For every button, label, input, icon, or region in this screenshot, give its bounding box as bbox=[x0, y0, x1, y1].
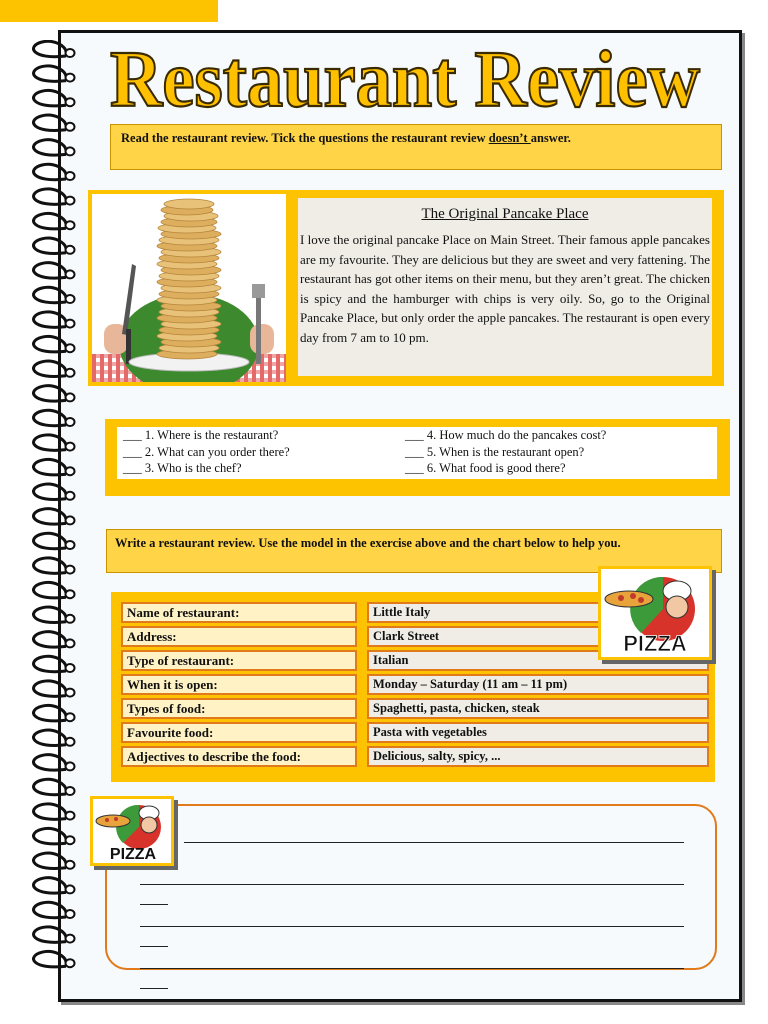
writing-line bbox=[140, 884, 684, 885]
chart-value: Pasta with vegetables bbox=[367, 722, 709, 743]
pancake bbox=[164, 199, 214, 209]
page-title bbox=[105, 30, 705, 120]
spiral-hole bbox=[66, 910, 75, 918]
spiral-coil bbox=[34, 189, 66, 204]
chart-value: Clark Street bbox=[367, 626, 709, 647]
spiral-coil bbox=[34, 582, 66, 597]
spiral-coil bbox=[34, 656, 66, 671]
pizza-logo-text: PIZZA bbox=[623, 631, 687, 656]
spiral-hole bbox=[66, 664, 75, 672]
spiral-hole bbox=[66, 615, 75, 623]
review-text-box bbox=[298, 198, 712, 376]
question-item: ___ 1. Where is the restaurant? bbox=[123, 428, 279, 442]
spiral-hole bbox=[66, 98, 75, 106]
chart-value: Little Italy bbox=[367, 602, 709, 623]
spiral-coil bbox=[34, 730, 66, 745]
spiral-hole bbox=[66, 221, 75, 229]
spiral-hole bbox=[66, 566, 75, 574]
spiral-hole bbox=[66, 369, 75, 377]
review-body: I love the original pancake Place on Main Street. Their famous apple pancakes are my favourite. They are delicious but they are sweet and very fattening. The restaurant has got other items on their menu, but they aren’t great. The chicken is spicy and the hamburger with chips is very oily. So, go to the Original Pancake Place, but only order the apple pancakes. The restaurant is open every day from 7 am to 10 pm. bbox=[300, 232, 710, 345]
pizza-logo-text-small: PIZZA bbox=[109, 846, 157, 863]
spiral-hole bbox=[66, 787, 75, 795]
spiral-coil bbox=[34, 951, 66, 966]
review-panel bbox=[88, 190, 724, 386]
spiral-coil bbox=[34, 853, 66, 868]
question-item: ___ 5. When is the restaurant open? bbox=[405, 444, 585, 459]
questions-column-right bbox=[405, 427, 695, 477]
spiral-coil bbox=[34, 164, 66, 179]
instruction-read bbox=[110, 124, 722, 170]
chart-value: Monday – Saturday (11 am – 11 pm) bbox=[367, 674, 709, 695]
chart-label: Favourite food: bbox=[121, 722, 357, 743]
spiral-coil bbox=[34, 115, 66, 130]
spiral-hole bbox=[66, 467, 75, 475]
chart-label: Type of restaurant: bbox=[121, 650, 357, 671]
spiral-coil bbox=[34, 312, 66, 327]
spiral-coil bbox=[34, 828, 66, 843]
spiral-coil bbox=[34, 681, 66, 696]
chart-row bbox=[121, 746, 709, 767]
chart-value: Spaghetti, pasta, chicken, steak bbox=[367, 698, 709, 719]
spiral-coil bbox=[34, 287, 66, 302]
chart-row bbox=[121, 722, 709, 743]
spiral-hole bbox=[66, 885, 75, 893]
spiral-coil bbox=[34, 66, 66, 81]
spiral-hole bbox=[66, 639, 75, 647]
spiral-hole bbox=[66, 172, 75, 180]
spiral-hole bbox=[66, 320, 75, 328]
chart-label: Adjectives to describe the food: bbox=[121, 746, 357, 767]
pizza-chef-logo-small bbox=[90, 796, 174, 866]
instruction-write: Write a restaurant review. Use the model in the exercise above and the chart below to help you. bbox=[106, 529, 722, 573]
spiral-coil bbox=[34, 878, 66, 893]
spiral-coil bbox=[34, 755, 66, 770]
spiral-hole bbox=[66, 123, 75, 131]
spiral-coil bbox=[34, 533, 66, 548]
spiral-coil bbox=[34, 509, 66, 524]
spiral-coil bbox=[34, 632, 66, 647]
spiral-hole bbox=[66, 246, 75, 254]
spiral-hole bbox=[66, 49, 75, 57]
spiral-hole bbox=[66, 935, 75, 943]
spiral-hole bbox=[66, 492, 75, 500]
writing-line bbox=[140, 926, 684, 927]
spiral-hole bbox=[66, 959, 75, 967]
spiral-coil bbox=[34, 213, 66, 228]
question-item: ___ 3. Who is the chef? bbox=[123, 461, 242, 475]
spiral-hole bbox=[66, 197, 75, 205]
questions-column-left bbox=[123, 427, 413, 477]
spiral-hole bbox=[66, 689, 75, 697]
spiral-hole bbox=[66, 836, 75, 844]
chart-row bbox=[121, 674, 709, 695]
page-title-text: Restaurant Review bbox=[110, 36, 701, 120]
question-item: ___ 6. What food is good there? bbox=[405, 461, 566, 475]
spiral-hole bbox=[66, 147, 75, 155]
questions-panel bbox=[105, 419, 730, 496]
chart-row bbox=[121, 698, 709, 719]
spiral-coil bbox=[34, 705, 66, 720]
spiral-hole bbox=[66, 74, 75, 82]
writing-line-stub bbox=[140, 988, 168, 989]
spiral-coil bbox=[34, 140, 66, 155]
spiral-coil bbox=[34, 90, 66, 105]
spiral-coil bbox=[34, 410, 66, 425]
spiral-coil bbox=[34, 779, 66, 794]
chart-label: Address: bbox=[121, 626, 357, 647]
spiral-coil bbox=[34, 361, 66, 376]
spiral-coil bbox=[34, 459, 66, 474]
instruction-read-tail: answer. bbox=[530, 131, 571, 145]
spiral-coil bbox=[34, 558, 66, 573]
question-item: ___ 2. What can you order there? bbox=[123, 444, 290, 459]
spiral-hole bbox=[66, 344, 75, 352]
spiral-coil bbox=[34, 927, 66, 942]
spiral-hole bbox=[66, 590, 75, 598]
instruction-read-text: Read the restaurant review. Tick the questions the restaurant review bbox=[121, 131, 489, 145]
spiral-hole bbox=[66, 418, 75, 426]
spiral-hole bbox=[66, 812, 75, 820]
spiral-coil bbox=[34, 336, 66, 351]
writing-area[interactable] bbox=[105, 804, 717, 970]
chart-label: Types of food: bbox=[121, 698, 357, 719]
chart-value: Delicious, salty, spicy, ... bbox=[367, 746, 709, 767]
top-accent-bar bbox=[0, 0, 218, 22]
spiral-coil bbox=[34, 238, 66, 253]
spiral-binding bbox=[22, 40, 82, 1000]
pancake-stack-image bbox=[92, 194, 286, 382]
spiral-hole bbox=[66, 713, 75, 721]
chart-label: When it is open: bbox=[121, 674, 357, 695]
spiral-hole bbox=[66, 393, 75, 401]
spiral-coil bbox=[34, 435, 66, 450]
question-item: ___ 4. How much do the pancakes cost? bbox=[405, 428, 607, 442]
spiral-hole bbox=[66, 861, 75, 869]
instruction-read-emphasis: doesn’t bbox=[488, 131, 531, 145]
questions-list bbox=[117, 427, 717, 479]
spiral-hole bbox=[66, 738, 75, 746]
spiral-coil bbox=[34, 41, 66, 56]
chart-label: Name of restaurant: bbox=[121, 602, 357, 623]
spiral-coil bbox=[34, 386, 66, 401]
spiral-hole bbox=[66, 443, 75, 451]
chart-value: Italian bbox=[367, 650, 709, 671]
writing-line-stub bbox=[140, 946, 168, 947]
writing-line bbox=[184, 842, 684, 843]
writing-line bbox=[140, 968, 684, 969]
writing-line-stub bbox=[140, 904, 168, 905]
pizza-chef-logo bbox=[598, 566, 712, 660]
review-heading: The Original Pancake Place bbox=[421, 206, 589, 222]
spiral-coil bbox=[34, 607, 66, 622]
spiral-coil bbox=[34, 484, 66, 499]
spiral-coil bbox=[34, 263, 66, 278]
spiral-hole bbox=[66, 270, 75, 278]
spiral-coil bbox=[34, 804, 66, 819]
spiral-coil bbox=[34, 902, 66, 917]
spiral-hole bbox=[66, 516, 75, 524]
spiral-hole bbox=[66, 762, 75, 770]
spiral-hole bbox=[66, 541, 75, 549]
spiral-hole bbox=[66, 295, 75, 303]
